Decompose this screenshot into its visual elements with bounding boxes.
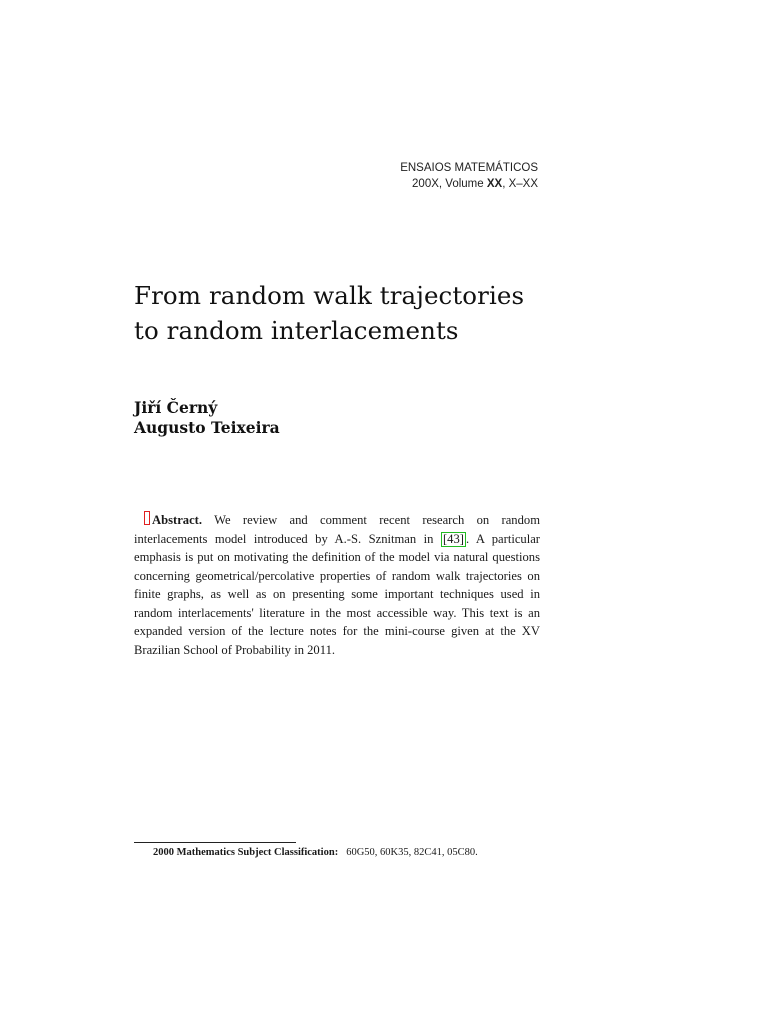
- footnote-label: 2000 Mathematics Subject Classification:: [153, 847, 339, 858]
- footnote-rule: [134, 842, 296, 843]
- footnote: [153, 846, 478, 860]
- abstract-label: Abstract.: [152, 513, 203, 527]
- author-list: [134, 398, 280, 438]
- paper-title: [134, 278, 604, 348]
- footnote-codes: 60G50, 60K35, 82C41, 05C80.: [346, 847, 478, 858]
- abstract: [134, 511, 540, 659]
- journal-name: ENSAIOS MATEMÁTICOS: [400, 162, 538, 174]
- annotation-marker-icon[interactable]: [144, 511, 150, 525]
- abstract-text-1: We review and comment recent research on random interlacements model introduced by A.-S. Sznitman in: [134, 513, 540, 546]
- paper-title-line-1: From random walk trajectories: [134, 281, 525, 310]
- journal-year: 200X, Volume: [412, 178, 484, 190]
- author-2: Augusto Teixeira: [134, 418, 280, 437]
- journal-pages: , X–XX: [502, 178, 538, 190]
- paper-title-line-2: to random interlacements: [134, 316, 459, 345]
- journal-volume-line: [400, 176, 538, 192]
- abstract-text-2: . A particular emphasis is put on motivating the definition of the model via natural questions concerning geometrical/percolative properties of random walk trajectories on finite graphs, as well as on presenting some important techniques used in random interlacements' literature in the most accessible way. This text is an expanded version of the lecture notes for the mini-course given at the XV Brazilian School of Probability in 2011.: [134, 531, 540, 657]
- journal-volume: XX: [486, 178, 503, 190]
- citation-link[interactable]: [43]: [442, 531, 464, 546]
- author-1: Jiří Černý: [134, 398, 218, 417]
- journal-header: [400, 160, 538, 192]
